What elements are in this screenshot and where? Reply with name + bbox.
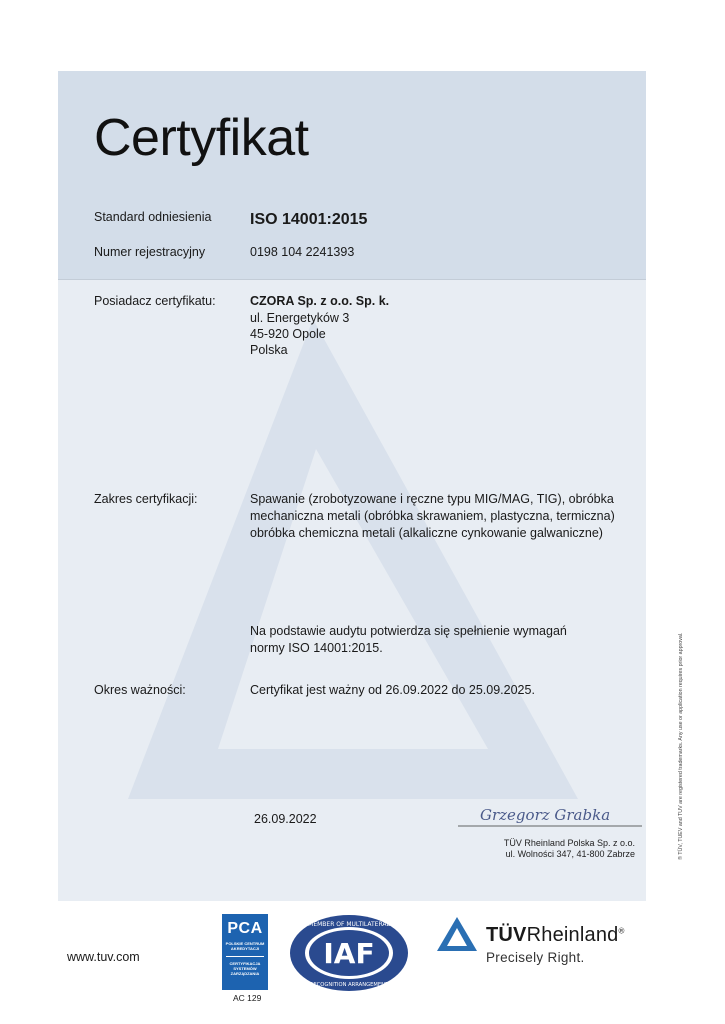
tuv-rest: Rheinland [526, 924, 619, 946]
holder-postal: 45-920 Opole [250, 327, 326, 341]
pca-line-2: CERTYFIKACJA SYSTEMÓW ZARZĄDZANIA [229, 961, 261, 976]
audit-statement-line-1: Na podstawie audytu potwierdza się spełnienie wymagań [250, 624, 567, 638]
holder-name: CZORA Sp. z o.o. Sp. k. [250, 294, 390, 308]
issuer-address: ul. Wolności 347, 41-800 Zabrze [505, 849, 635, 859]
registration-value: 0198 104 2241393 [250, 245, 355, 259]
standard-label: Standard odniesienia [94, 210, 212, 224]
tuv-reg: ® [618, 926, 625, 936]
iaf-top-text: MEMBER OF MULTILATERAL [308, 921, 390, 928]
tuv-wordmark [486, 924, 625, 947]
pca-code: AC 129 [233, 993, 262, 1003]
holder-label: Posiadacz certyfikatu: [94, 294, 216, 308]
pca-title: PCA [227, 920, 263, 937]
trademark-note: ® TÜV, TUEV and TUV are registered trademarks. Any use or application requires prior approval. [678, 632, 684, 860]
issue-date: 26.09.2022 [254, 812, 317, 826]
registration-label: Numer rejestracyjny [94, 245, 206, 259]
validity-value: Certyfikat jest ważny od 26.09.2022 do 25.09.2025. [250, 683, 535, 697]
validity-label: Okres ważności: [94, 683, 186, 697]
scope-line-1: Spawanie (zrobotyzowane i ręczne typu MIG/MAG, TIG), obróbka [250, 492, 614, 506]
issuer-block [504, 838, 635, 860]
signature-text: Grzegorz Grabka [480, 806, 611, 824]
certificate-title: Certyfikat [94, 109, 309, 167]
holder-street: ul. Energetyków 3 [250, 311, 350, 325]
tuv-triangle-icon [436, 916, 478, 952]
audit-statement-line-2: normy ISO 14001:2015. [250, 641, 383, 655]
standard-value: ISO 14001:2015 [250, 211, 368, 228]
pca-line-1: POLSKIE CENTRUM AKREDYTACJI [225, 941, 265, 951]
pca-accreditation-logo [222, 914, 268, 990]
iaf-center-text: IAF [323, 937, 375, 970]
scope-line-3: obróbka chemiczna metali (alkaliczne cynkowanie galwaniczne) [250, 526, 603, 540]
iaf-bottom-text: RECOGNITION ARRANGEMENT [309, 982, 389, 988]
scope-label: Zakres certyfikacji: [94, 492, 198, 506]
tuv-tagline: Precisely Right. [486, 950, 585, 965]
website-link[interactable]: www.tuv.com [67, 950, 140, 964]
signature [456, 800, 646, 830]
tuv-bold: TÜV [486, 924, 527, 946]
holder-country: Polska [250, 343, 288, 357]
scope-line-2: mechaniczna metali (obróbka skrawaniem, plastyczna, termiczna) [250, 509, 615, 523]
issuer-company: TÜV Rheinland Polska Sp. z o.o. [503, 838, 635, 848]
iaf-logo [288, 913, 410, 993]
